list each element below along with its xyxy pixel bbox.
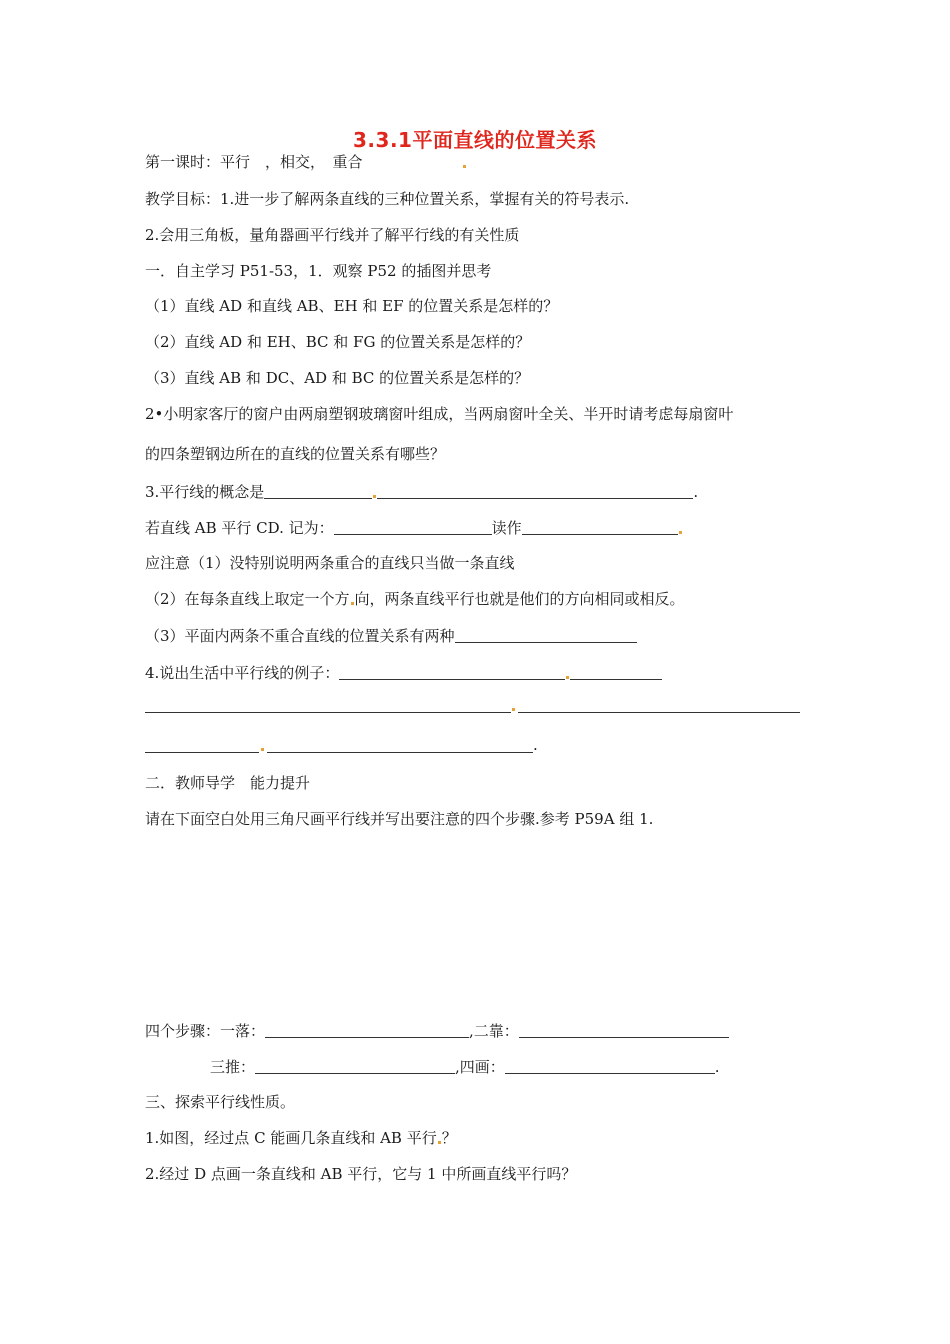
- section-1-heading: 一．自主学习 P51-53，1．观察 P52 的插图并思考: [145, 262, 492, 280]
- steps-line-1: [145, 1020, 729, 1041]
- mark-dot: [351, 602, 354, 605]
- examples-blank-4[interactable]: [518, 712, 800, 713]
- definition-blank-2[interactable]: [377, 483, 693, 499]
- property-question-1-end: ？: [441, 1129, 457, 1147]
- examples-label: 4.说出生活中平行线的例子：: [145, 664, 340, 682]
- notation-line: [145, 517, 683, 538]
- lesson-text: 第一课时：平行 ，相交， 重合: [145, 153, 363, 171]
- definition-line: [145, 481, 698, 502]
- step-1-blank[interactable]: [265, 1022, 469, 1038]
- lesson-line: [145, 152, 363, 172]
- step-3-blank[interactable]: [255, 1058, 455, 1074]
- section-3-heading: 三、探索平行线性质。: [145, 1093, 296, 1111]
- property-question-1-text: 1.如图，经过点 C 能画几条直线和 AB 平行: [145, 1129, 437, 1147]
- section-2-text: 请在下面空白处用三角尺画平行线并写出要注意的四个步骤.参考 P59A 组 1.: [145, 810, 654, 828]
- examples-end: .: [533, 736, 538, 754]
- mark-dot: [373, 495, 376, 498]
- examples-line: [145, 662, 662, 683]
- definition-label: 3.平行线的概念是: [145, 483, 265, 501]
- goal-line-2: 2.会用三角板，量角器画平行线并了解平行线的有关性质: [145, 226, 520, 244]
- question-2: （2）直线 AD 和 EH、BC 和 FG 的位置关系是怎样的？: [145, 333, 531, 351]
- step-3-label: 三推：: [210, 1058, 256, 1076]
- page-title: 3.3.1平面直线的位置关系: [353, 128, 597, 152]
- definition-blank-1[interactable]: [264, 483, 372, 499]
- note-line-1: [145, 589, 685, 609]
- notation-label: 若直线 AB 平行 CD. 记为：: [145, 519, 334, 537]
- note-2-blank[interactable]: [455, 627, 637, 643]
- step-2-label: ,二靠：: [469, 1022, 519, 1040]
- mark-dot: [438, 1141, 441, 1144]
- step-4-label: ,四画：: [455, 1058, 505, 1076]
- read-as-blank[interactable]: [522, 519, 678, 535]
- note-1-text-b: 向，两条直线平行也就是他们的方向相同或相反。: [354, 590, 685, 608]
- question-window-2: 的四条塑钢边所在的直线的位置关系有哪些？: [145, 445, 446, 463]
- mark-dot: [512, 708, 515, 711]
- note-line-2: [145, 625, 637, 646]
- note-line-0: 应注意（1）没特别说明两条重合的直线只当做一条直线: [145, 554, 515, 572]
- note-1-text-a: （2）在每条直线上取定一个方: [145, 590, 350, 608]
- mark-dot: [463, 165, 466, 168]
- goal-line-1: 教学目标：1.进一步了解两条直线的三种位置关系，掌握有关的符号表示.: [145, 190, 630, 208]
- section-2-heading: 二．教师导学 能力提升: [145, 774, 311, 792]
- step-1-label: 四个步骤：一落：: [145, 1022, 266, 1040]
- question-window-1: 2•小明家客厅的窗户由两扇塑钢玻璃窗叶组成，当两扇窗叶全关、半开时请考虑每扇窗叶: [145, 405, 734, 423]
- note-2-text: （3）平面内两条不重合直线的位置关系有两种: [145, 627, 455, 645]
- examples-blank-6[interactable]: [267, 752, 533, 753]
- notation-blank[interactable]: [334, 519, 492, 535]
- examples-blank-5[interactable]: [145, 752, 259, 753]
- step-2-blank[interactable]: [519, 1022, 729, 1038]
- step-4-blank[interactable]: [505, 1058, 715, 1074]
- examples-blank-3[interactable]: [145, 712, 511, 713]
- question-1: （1）直线 AD 和直线 AB、EH 和 EF 的位置关系是怎样的？: [145, 297, 559, 315]
- steps-end: .: [714, 1058, 720, 1076]
- steps-line-2: [210, 1056, 720, 1077]
- mark-dot: [679, 531, 682, 534]
- question-3: （3）直线 AB 和 DC、AD 和 BC 的位置关系是怎样的？: [145, 369, 530, 387]
- read-as-label: 读作: [491, 519, 522, 537]
- property-question-1: [145, 1128, 457, 1148]
- examples-blank-1[interactable]: [339, 664, 565, 680]
- examples-blank-2[interactable]: [570, 664, 662, 680]
- mark-dot: [566, 676, 569, 679]
- definition-end: .: [693, 483, 699, 501]
- property-question-2: 2.经过 D 点画一条直线和 AB 平行，它与 1 中所画直线平行吗？: [145, 1165, 577, 1183]
- mark-dot: [261, 748, 264, 751]
